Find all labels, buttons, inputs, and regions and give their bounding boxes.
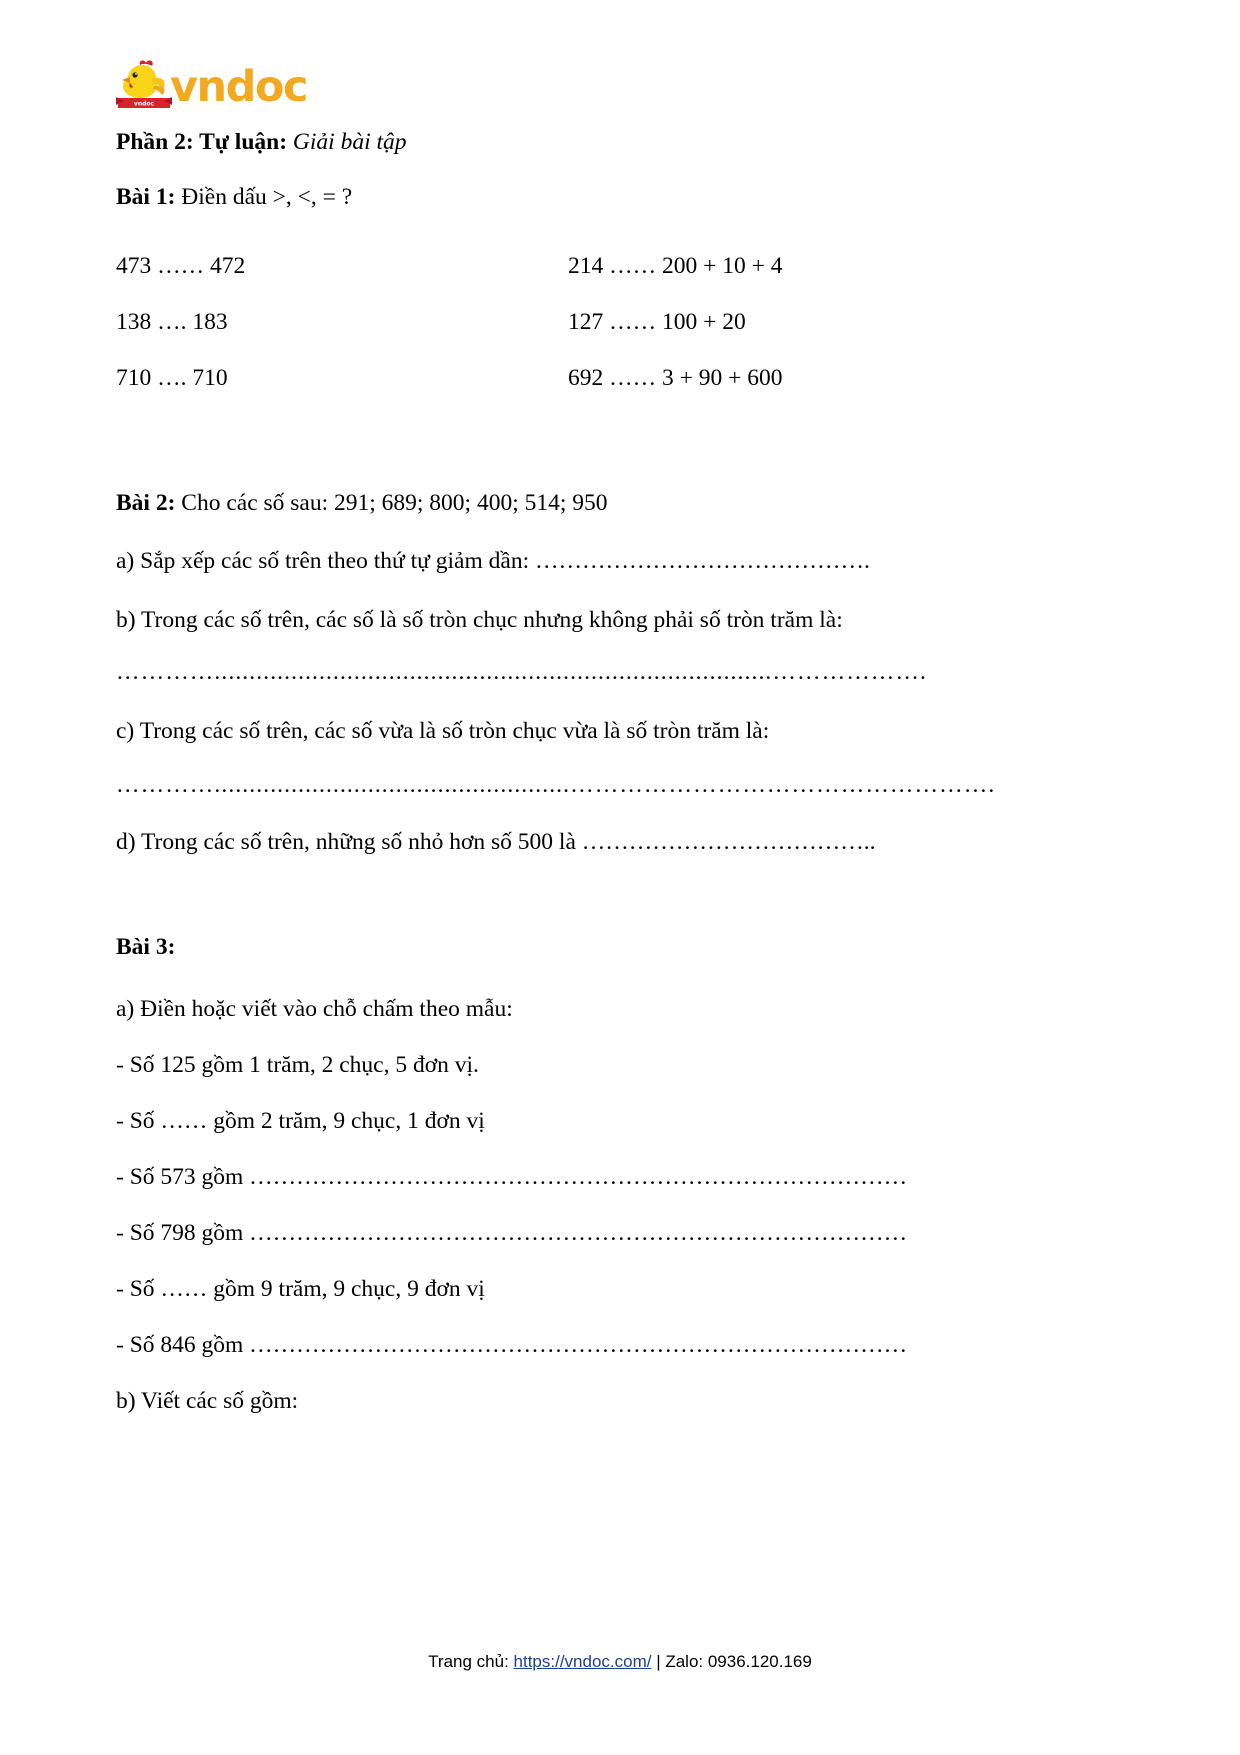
exercise1-row3-left: 710 …. 710 <box>116 365 228 391</box>
exercise1-row3-right: 692 …… 3 + 90 + 600 <box>568 365 783 391</box>
footer-homepage-link[interactable]: https://vndoc.com/ <box>513 1652 652 1671</box>
exercise3-line-5: - Số …… gồm 9 trăm, 9 chục, 9 đơn vị <box>116 1276 485 1302</box>
part-subtitle: Giải bài tập <box>292 129 407 155</box>
page-title <box>116 128 407 157</box>
exercise2-item-b: b) Trong các số trên, các số là số tròn chục nhưng không phải số tròn trăm là: <box>116 607 843 633</box>
exercise3-title: Bài 3: <box>116 934 176 960</box>
chicken-mascot-icon <box>116 58 172 112</box>
exercise3-line-6: - Số 846 gồm ………………………………………………………………………… <box>116 1332 908 1358</box>
exercise2-item-b-answer-line: …………................................................................................………………. <box>116 659 927 685</box>
exercise2-title: Bài 2: <box>116 490 176 516</box>
exercise3-item-b: b) Viết các số gồm: <box>116 1388 299 1414</box>
exercise1-prompt: Điền dấu >, <, = ? <box>181 184 353 210</box>
exercise1-row2-left: 138 …. 183 <box>116 309 228 335</box>
exercise2-item-c: c) Trong các số trên, các số vừa là số tròn chục vừa là số tròn trăm là: <box>116 718 770 744</box>
exercise1-row1-right: 214 …… 200 + 10 + 4 <box>568 253 783 279</box>
exercise2-item-d: d) Trong các số trên, những số nhỏ hơn số 500 là ……………………………….. <box>116 829 876 855</box>
exercise3-line-1: - Số 125 gồm 1 trăm, 2 chục, 5 đơn vị. <box>116 1052 479 1078</box>
exercise2-item-a: a) Sắp xếp các số trên theo thứ tự giảm dần: ……………………………………. <box>116 548 870 574</box>
part-label: Phần 2: Tự luận: <box>116 129 288 155</box>
footer-suffix: | Zalo: 0936.120.169 <box>651 1652 812 1671</box>
exercise3-line-2: - Số …… gồm 2 trăm, 9 chục, 1 đơn vị <box>116 1108 485 1134</box>
exercise3-item-a: a) Điền hoặc viết vào chỗ chấm theo mẫu: <box>116 996 513 1022</box>
exercise3-heading <box>116 933 175 962</box>
footer-prefix: Trang chủ: <box>428 1652 514 1671</box>
exercise1-row1-left: 473 …… 472 <box>116 253 246 279</box>
vndoc-logo[interactable] <box>116 57 307 113</box>
svg-text:vndoc: vndoc <box>133 100 155 108</box>
exercise3-line-4: - Số 798 gồm ………………………………………………………………………… <box>116 1220 908 1246</box>
exercise2-item-c-answer-line: …………...................................................……………………………………………. <box>116 772 996 798</box>
exercise1-heading <box>116 183 352 212</box>
logo-wordmark: vndoc <box>170 61 307 112</box>
exercise1-title: Bài 1: <box>116 184 176 210</box>
exercise3-line-3: - Số 573 gồm ………………………………………………………………………… <box>116 1164 908 1190</box>
page-footer <box>0 1652 1240 1672</box>
exercise1-row2-right: 127 …… 100 + 20 <box>568 309 746 335</box>
exercise2-heading <box>116 489 608 518</box>
exercise2-prompt: Cho các số sau: 291; 689; 800; 400; 514; 950 <box>181 490 608 516</box>
